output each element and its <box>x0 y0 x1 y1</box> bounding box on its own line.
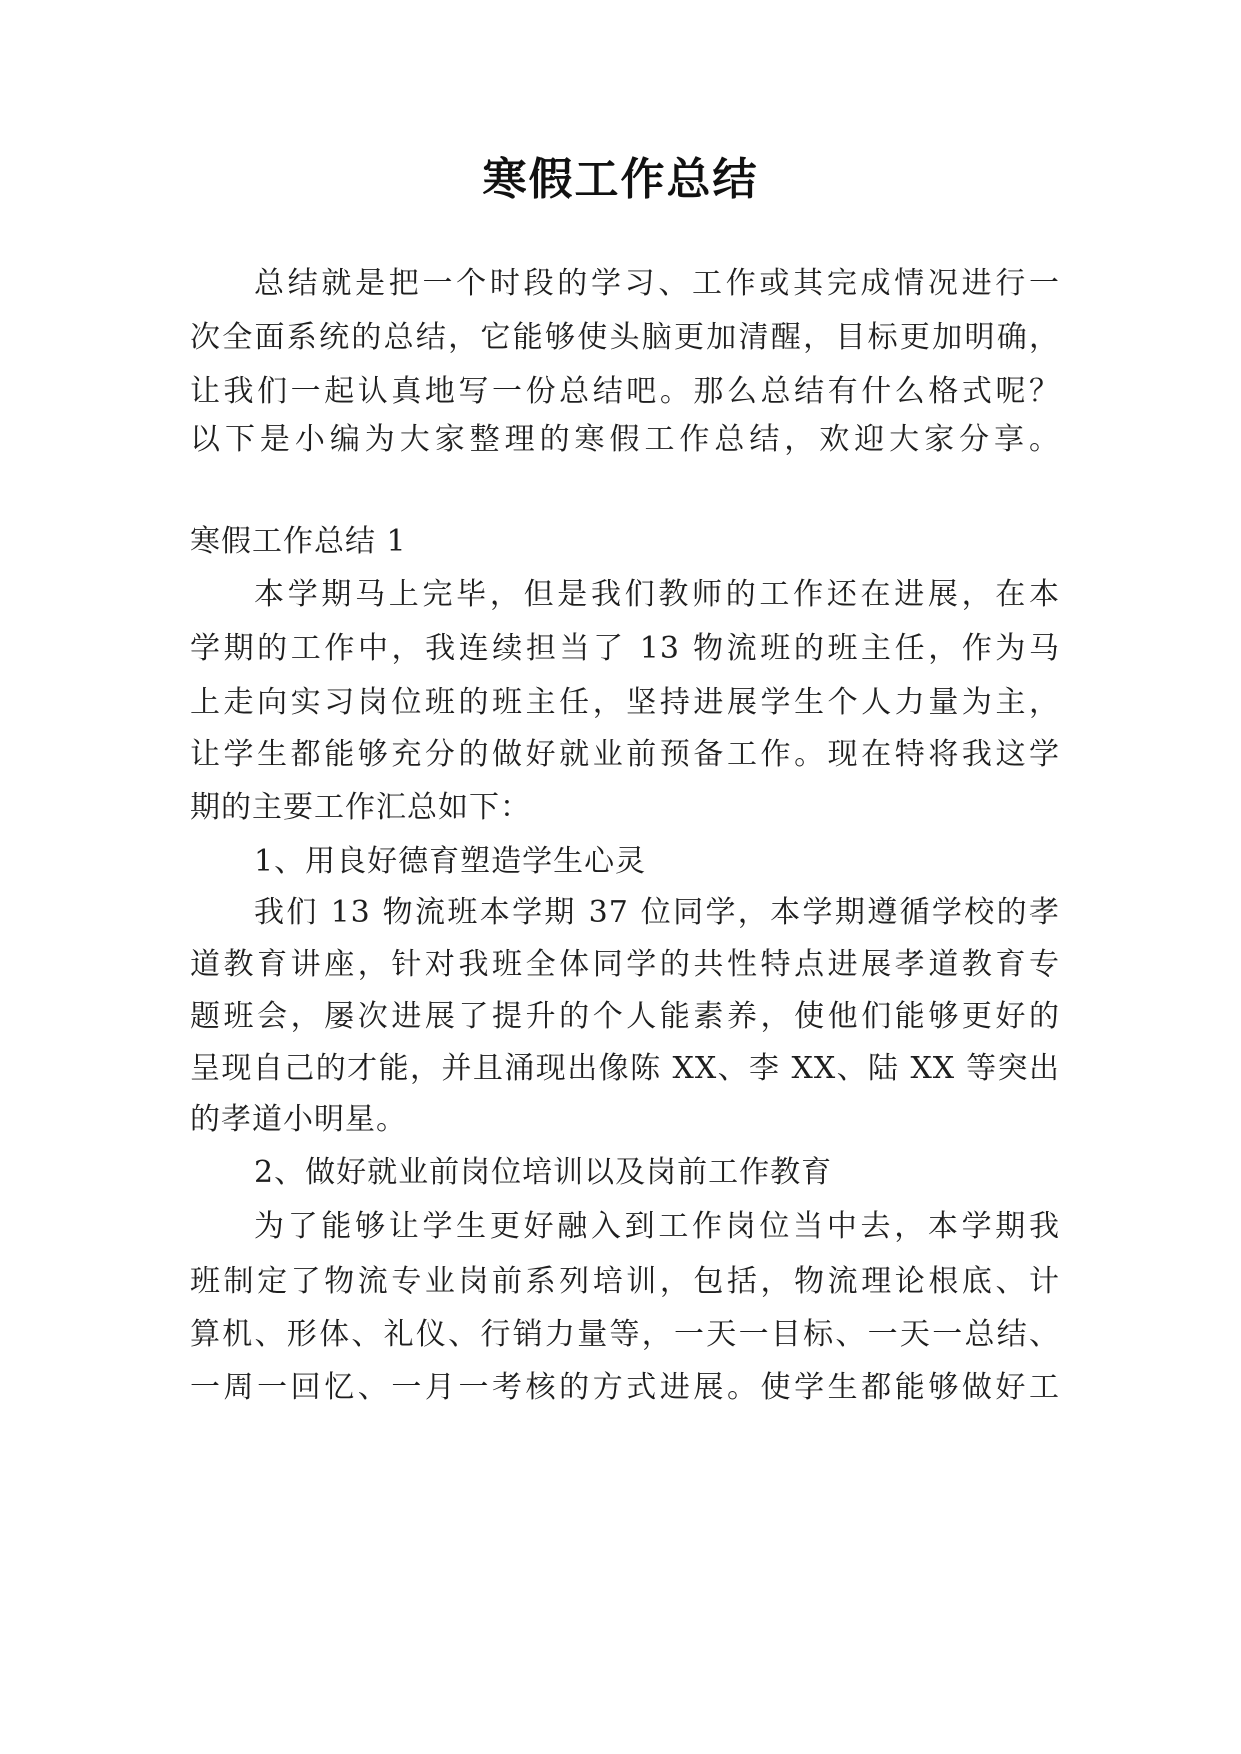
paragraph-line: 一周一回忆、一月一考核的方式进展。使学生都能够做好工 <box>190 1370 1060 1405</box>
intro-line: 总结就是把一个时段的学习、工作或其完成情况进行一 <box>254 266 1060 301</box>
intro-line: 次全面系统的总结，它能够使头脑更加清醒，目标更加明确， <box>190 320 1060 355</box>
paragraph-line: 期的主要工作汇总如下： <box>190 790 531 825</box>
paragraph-line: 我们 13 物流班本学期 37 位同学，本学期遵循学校的孝 <box>254 895 1060 930</box>
paragraph-line: 算机、形体、礼仪、行销力量等，一天一目标、一天一总结、 <box>190 1317 1060 1352</box>
document-title: 寒假工作总结 <box>482 154 759 205</box>
intro-line: 以下是小编为大家整理的寒假工作总结，欢迎大家分享。 <box>190 422 1060 457</box>
intro-line: 让我们一起认真地写一份总结吧。那么总结有什么格式呢？ <box>190 374 1060 409</box>
list-item-heading: 2、做好就业前岗位培训以及岗前工作教育 <box>254 1155 833 1190</box>
paragraph-line: 为了能够让学生更好融入到工作岗位当中去，本学期我 <box>254 1209 1060 1244</box>
list-item-heading: 1、用良好德育塑造学生心灵 <box>254 844 647 879</box>
paragraph-line: 的孝道小明星。 <box>190 1102 407 1137</box>
paragraph-line: 班制定了物流专业岗前系列培训，包括，物流理论根底、计 <box>190 1264 1060 1299</box>
paragraph-line: 本学期马上完毕，但是我们教师的工作还在进展，在本 <box>254 577 1060 612</box>
paragraph-line: 题班会，屡次进展了提升的个人能素养，使他们能够更好的 <box>190 999 1060 1034</box>
paragraph-line: 呈现自己的才能，并且涌现出像陈 XX、李 XX、陆 XX 等突出 <box>190 1051 1060 1086</box>
section-heading: 寒假工作总结 1 <box>190 524 407 559</box>
paragraph-line: 上走向实习岗位班的班主任，坚持进展学生个人力量为主， <box>190 685 1060 720</box>
paragraph-line: 让学生都能够充分的做好就业前预备工作。现在特将我这学 <box>190 737 1060 772</box>
paragraph-line: 学期的工作中，我连续担当了 13 物流班的班主任，作为马 <box>190 631 1060 666</box>
paragraph-line: 道教育讲座，针对我班全体同学的共性特点进展孝道教育专 <box>190 947 1060 982</box>
